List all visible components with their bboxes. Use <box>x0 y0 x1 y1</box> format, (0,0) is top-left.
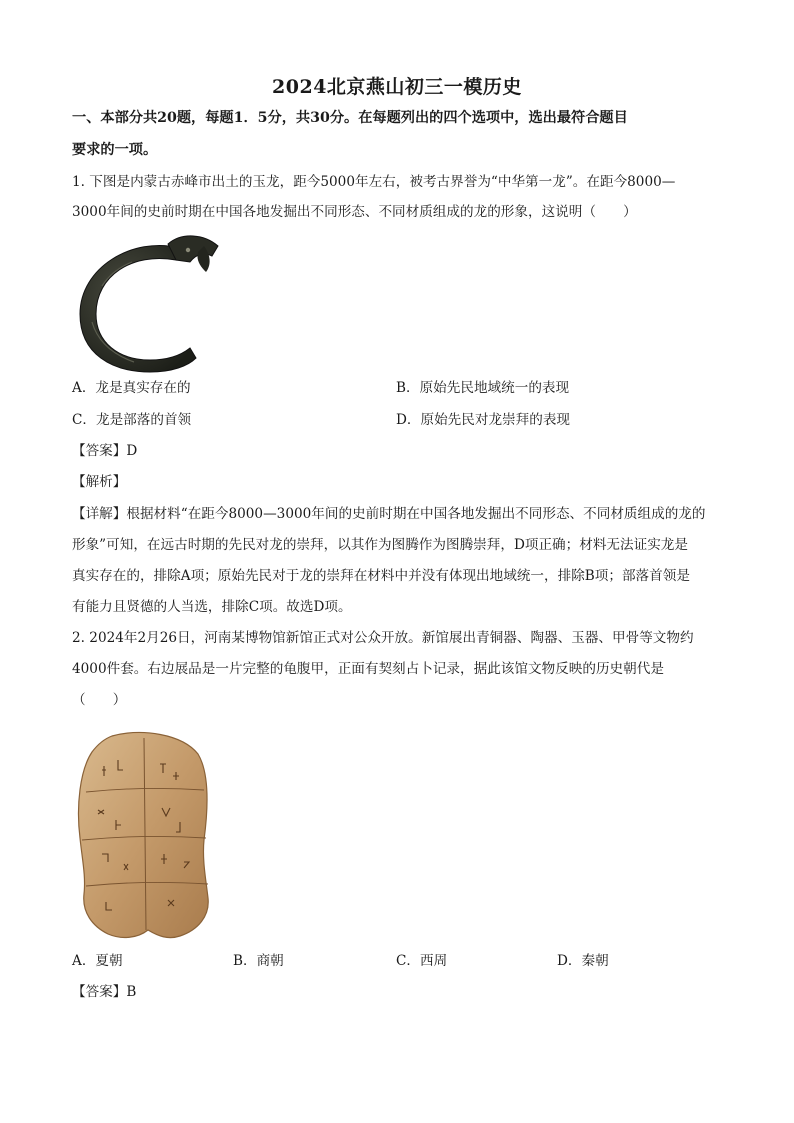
q2-answer: 【答案】B <box>72 984 137 1000</box>
oracle-bone-image <box>72 730 212 942</box>
q1-detail-line1: 【详解】根据材料“在距今8000—3000年间的史前时期在中国各地发掘出不同形态、不同材质组成的龙的 <box>72 506 706 522</box>
q1-option-d: D．原始先民对龙崇拜的表现 <box>396 412 571 428</box>
q2-option-b: B．商朝 <box>233 953 284 969</box>
q1-analysis-label: 【解析】 <box>72 474 127 490</box>
q1-detail-line3: 真实存在的，排除A项；原始先民对于龙的崇拜在材料中并没有体现出地域统一，排除B项；部落首领是 <box>72 568 690 584</box>
q1-detail-line2: 形象”可知，在远古时期的先民对龙的崇拜，以其作为图腾作为图腾崇拜，D项正确；材料无法证实龙是 <box>72 537 688 553</box>
q1-stem-line2: 3000年间的史前时期在中国各地发掘出不同形态、不同材质组成的龙的形象，这说明（ ） <box>72 204 637 220</box>
q2-option-a: A．夏朝 <box>72 953 123 969</box>
q1-stem-line1: 1. 下图是内蒙古赤峰市出土的玉龙，距今5000年左右，被考古界誉为“中华第一龙”。在距今8000— <box>72 174 676 190</box>
q1-option-c: C．龙是部落的首领 <box>72 412 192 428</box>
q1-detail-line4: 有能力且贤德的人当选，排除C项。故选D项。 <box>72 599 352 615</box>
q1-option-a: A．龙是真实存在的 <box>72 380 191 396</box>
q2-option-d: D．秦朝 <box>557 953 609 969</box>
q2-option-c: C．西周 <box>396 953 448 969</box>
page-title: 2024北京燕山初三一模历史 <box>272 76 522 98</box>
q1-option-b: B．原始先民地域统一的表现 <box>396 380 570 396</box>
q2-stem-line2: 4000件套。右边展品是一片完整的龟腹甲，正面有契刻占卜记录，据此该馆文物反映的历史朝代是 <box>72 661 664 677</box>
q2-stem-line3: （ ） <box>72 692 127 708</box>
jade-dragon-image <box>72 226 222 376</box>
q2-stem-line1: 2. 2024年2月26日，河南某博物馆新馆正式对公众开放。新馆展出青铜器、陶器、玉器、甲骨等文物约 <box>72 630 694 646</box>
section-heading-line2: 要求的一项。 <box>72 142 158 158</box>
q1-answer: 【答案】D <box>72 443 138 459</box>
section-heading-line1: 一、本部分共20题，每题1．5分，共30分。在每题列出的四个选项中，选出最符合题目 <box>72 110 628 126</box>
